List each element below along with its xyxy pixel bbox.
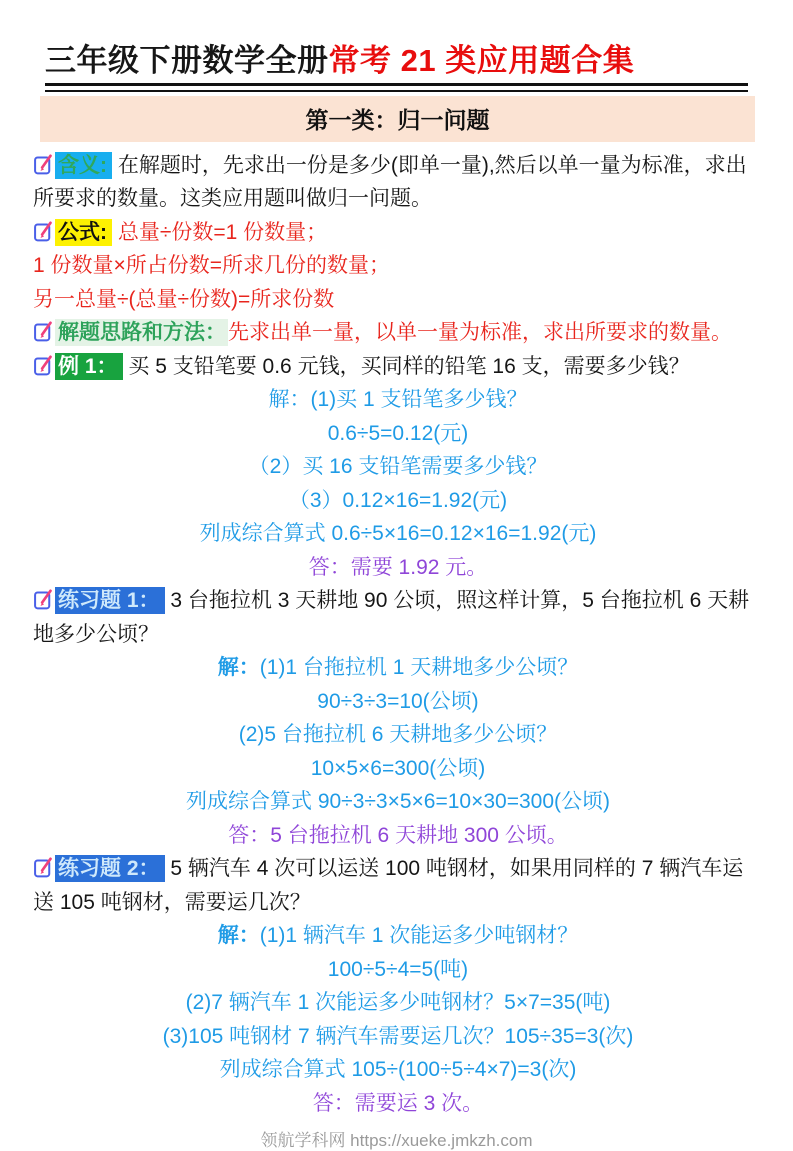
footer-link[interactable]: 领航学科网 https://xueke.jmkzh.com (260, 1131, 533, 1151)
formula-line-3: 另一总量÷(总量÷份数)=所求份数 (33, 287, 335, 311)
solution-line: 列成综合算式 90÷3÷3×5×6=10×30=300(公顷) (185, 790, 611, 814)
solution-line (33, 919, 763, 953)
example1-question: 买 5 支铅笔要 0.6 元钱，买同样的铅笔 16 支，需要多少钱？ (128, 354, 690, 378)
solution-line: 列成综合算式 0.6÷5×16=0.12×16=1.92(元) (199, 522, 597, 546)
answer-line: 答：需要 1.92 元。 (308, 555, 488, 579)
title-red: 常考 21 类应用题合集 (328, 43, 635, 78)
solution-line: (2)5 台拖拉机 6 天耕地多少公顷？ (238, 723, 558, 747)
practice1-question: 3 台拖拉机 3 天耕地 90 公顷，照这样计算，5 台拖拉机 6 天耕地多少公顷？ (33, 589, 750, 646)
clipboard-pencil-icon (33, 355, 53, 377)
solve-label: 解： (268, 388, 311, 412)
meaning-text: 在解题时，先求出一份是多少(即单一量),然后以单一量为标准，求出所要求的数量。这类应用题叫做归一问题。 (33, 153, 747, 211)
solve-label: 解： (217, 924, 260, 948)
example1-section (33, 350, 763, 384)
title-black: 三年级下册数学全册 (45, 43, 329, 78)
title-double-underline (45, 83, 748, 92)
solution-line: 10×5×6=300(公顷) (310, 756, 486, 780)
solution-line (33, 651, 763, 685)
solution-line: （3）0.12×16=1.92(元) (288, 488, 508, 512)
practice1-section (33, 584, 763, 651)
formula-line-2: 1 份数量×所占份数=所求几份的数量； (33, 254, 391, 278)
meaning-section (33, 149, 763, 216)
method-section (33, 316, 763, 350)
answer-line: 答：5 台拖拉机 6 天耕地 300 公顷。 (228, 823, 568, 847)
section-banner: 第一类：归一问题 (40, 96, 755, 142)
practice1-label: 练习题 1： (55, 587, 165, 614)
solution-line: 90÷3÷3=10(公顷) (317, 689, 479, 713)
formula-label: 公式: (55, 219, 112, 246)
meaning-label: 含义: (55, 152, 112, 179)
clipboard-pencil-icon (33, 221, 53, 243)
method-label: 解题思路和方法： (55, 319, 228, 346)
formula-section (33, 216, 763, 250)
solution-line: (2)7 辆汽车 1 次能运多少吨钢材？5×7=35(吨) (185, 991, 611, 1015)
solution-step: (1)1 台拖拉机 1 天耕地多少公顷？ (259, 656, 579, 680)
header (0, 0, 793, 142)
solution-line: 列成综合算式 105÷(100÷5÷4×7)=3(次) (219, 1058, 577, 1082)
practice2-label: 练习题 2： (55, 855, 165, 882)
page-title (45, 40, 748, 82)
clipboard-pencil-icon (33, 589, 53, 611)
formula-line-1: 总量÷份数=1 份数量； (117, 220, 328, 244)
footer (0, 1126, 793, 1151)
clipboard-pencil-icon (33, 154, 53, 176)
solution-step: (1)买 1 支铅笔多少钱？ (310, 388, 528, 412)
solution-step: (1)1 辆汽车 1 次能运多少吨钢材？ (259, 924, 579, 948)
clipboard-pencil-icon (33, 857, 53, 879)
solution-line (33, 383, 763, 417)
solution-line: (3)105 吨钢材 7 辆汽车需要运几次？105÷35=3(次) (162, 1024, 634, 1048)
clipboard-pencil-icon (33, 321, 53, 343)
practice2-question: 5 辆汽车 4 次可以运送 100 吨钢材，如果用同样的 7 辆汽车运送 105 吨钢材，需要运几次？ (33, 857, 744, 914)
example1-label: 例 1： (55, 353, 123, 380)
method-text: 先求出单一量，以单一量为标准，求出所要求的数量。 (228, 321, 732, 345)
solution-line: （2）买 16 支铅笔需要多少钱？ (248, 455, 548, 479)
content (33, 149, 763, 1121)
solution-line: 100÷5÷4=5(吨) (327, 957, 469, 981)
answer-line: 答：需要运 3 次。 (312, 1091, 484, 1115)
solve-label: 解： (217, 656, 260, 680)
solution-line: 0.6÷5=0.12(元) (327, 421, 469, 445)
practice2-section (33, 852, 763, 919)
